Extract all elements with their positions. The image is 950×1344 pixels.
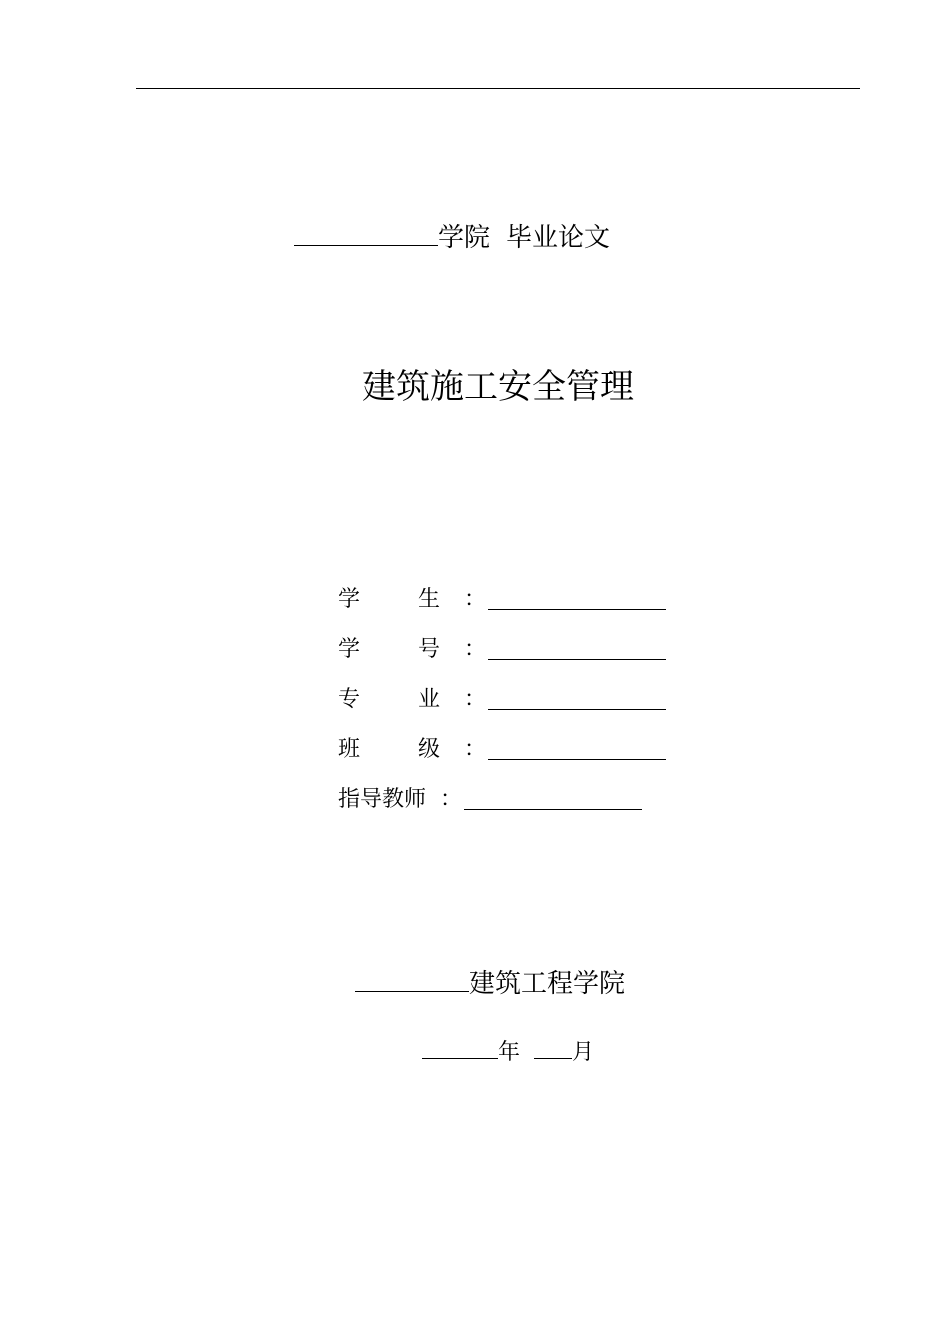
month-label: 月 <box>572 1040 595 1065</box>
date-line <box>422 1036 594 1070</box>
info-label: 班 级 <box>338 737 440 762</box>
info-row-class: 班 级 ： <box>338 718 666 768</box>
info-label: 学 生 <box>338 587 440 612</box>
college-thesis-line <box>294 220 610 256</box>
info-label: 学 号 <box>338 637 440 662</box>
month-blank[interactable] <box>534 1057 572 1059</box>
year-label: 年 <box>498 1040 521 1065</box>
advisor-blank[interactable] <box>464 808 642 810</box>
thesis-title: 建筑施工安全管理 <box>362 367 634 407</box>
student-id-blank[interactable] <box>488 658 666 660</box>
info-row-student: 学 生 ： <box>338 568 666 618</box>
class-blank[interactable] <box>488 758 666 760</box>
school-prefix-blank[interactable] <box>355 990 469 992</box>
info-row-major: 专 业 ： <box>338 668 666 718</box>
major-blank[interactable] <box>488 708 666 710</box>
school-name: 建筑工程学院 <box>469 969 626 999</box>
header-rule <box>136 88 860 89</box>
info-row-student-id: 学 号 ： <box>338 618 666 668</box>
thesis-type: 毕业论文 <box>506 223 611 253</box>
info-row-advisor: 指导教师 ： <box>338 768 666 818</box>
info-label: 专 业 <box>338 687 440 712</box>
year-blank[interactable] <box>422 1057 498 1059</box>
college-suffix: 学院 <box>438 223 491 253</box>
student-name-blank[interactable] <box>488 608 666 610</box>
school-line <box>355 966 625 1002</box>
college-name-blank[interactable] <box>294 244 438 246</box>
info-label: 指导教师 <box>338 787 427 812</box>
student-info-table <box>338 568 666 818</box>
